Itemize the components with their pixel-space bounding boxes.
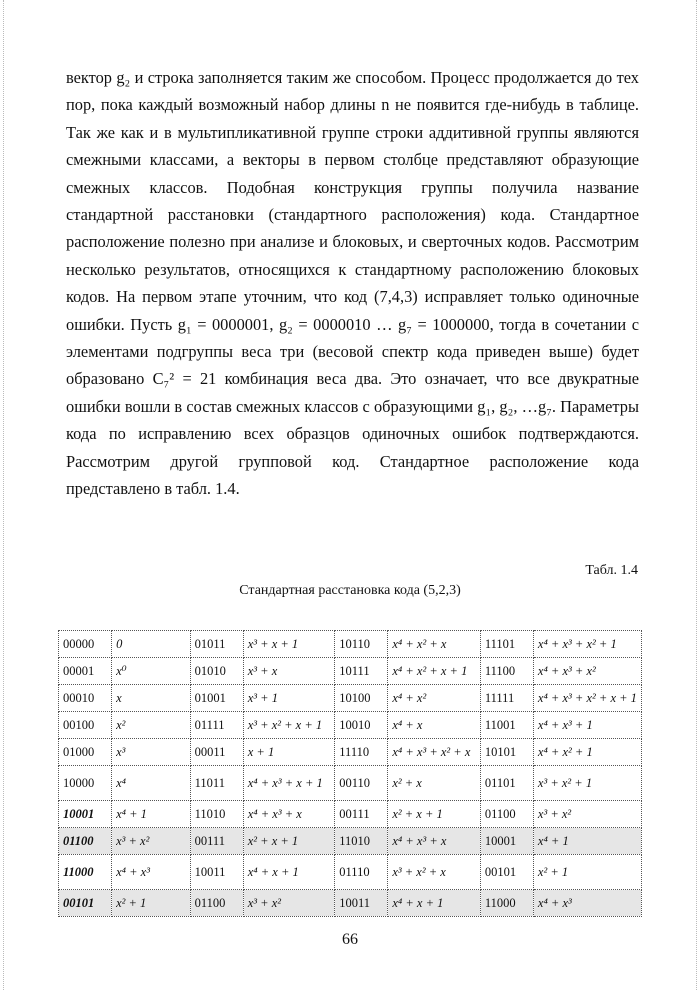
table-title: Стандартная расстановка кода (5,2,3) (239, 583, 461, 598)
table-cell: 01011 (190, 631, 243, 658)
table-cell: x⁰ (112, 658, 191, 685)
table-cell: x⁴ + x³ + 1 (533, 712, 641, 739)
table-cell: x³ (112, 739, 191, 766)
table-cell: x (112, 685, 191, 712)
table-cell: x⁴ + x + 1 (243, 855, 335, 890)
table-cell: 00000 (59, 631, 112, 658)
table-cell: 11100 (480, 658, 533, 685)
table-row (59, 739, 642, 766)
table-cell: x² + x (388, 766, 481, 801)
table-cell: 10111 (335, 658, 388, 685)
table-cell: 10000 (59, 766, 112, 801)
table-row (59, 658, 642, 685)
table-row (59, 890, 642, 917)
table-cell: x² (112, 712, 191, 739)
table-cell: 11111 (480, 685, 533, 712)
table-cell: 10001 (480, 828, 533, 855)
table-cell: x⁴ + x³ (112, 855, 191, 890)
table-cell: x³ + x + 1 (243, 631, 335, 658)
table-cell: x⁴ (112, 766, 191, 801)
table-cell: 00110 (335, 766, 388, 801)
table-cell: 11001 (480, 712, 533, 739)
table-row (59, 631, 642, 658)
table-cell: 10100 (335, 685, 388, 712)
table-cell: 00111 (335, 801, 388, 828)
table-cell: x⁴ + x² + x + 1 (388, 658, 481, 685)
table-cell: x⁴ + x³ + x (243, 801, 335, 828)
table-row (59, 685, 642, 712)
table-cell: x³ + x² (112, 828, 191, 855)
table-row (59, 828, 642, 855)
table-cell: 01101 (480, 766, 533, 801)
table-cell: 00101 (59, 890, 112, 917)
table-cell: x³ + x² (533, 801, 641, 828)
table-cell: x⁴ + x³ + x² (533, 658, 641, 685)
body-paragraph (66, 64, 639, 503)
table-cell: 01001 (190, 685, 243, 712)
page-edge-left (3, 0, 4, 990)
page-number: 66 (342, 931, 358, 948)
table-cell: x⁴ + x³ (533, 890, 641, 917)
table-cell: 00101 (480, 855, 533, 890)
table-cell: 11011 (190, 766, 243, 801)
table-cell: x⁴ + x² + 1 (533, 739, 641, 766)
table-cell: x³ + x (243, 658, 335, 685)
table-cell: 11010 (190, 801, 243, 828)
table-cell: 11000 (59, 855, 112, 890)
paragraph-text: вектор g₂ и строка заполняется таким же способом. Процесс продолжается до тех пор, пока каждый возможный набор длины n не появится где-нибудь в таблице. Так же как и в мультипликативной группе строки аддитивной группы являются смежными классами, а векторы в первом столбце представляют образующие смежных классов. Подобная конструкция группы получила название стандартной расстановки (стандартного расположения) кода. Стандартное расположение полезно при анализе и блоковых, и сверточных кодов. Рассмотрим несколько результатов, относящихся к стандартному расположению блоковых кодов. На первом этапе уточним, что код (7,4,3) исправляет только одиночные ошибки. Пусть g₁ = 0000001, g₂ = 0000010 … g₇ = 1000000, тогда в сочетании с элементами подгруппы веса три (весовой спектр кода приведен выше) будет образовано C₇² = 21 комбинация веса два. Это означает, что все двукратные ошибки вошли в состав смежных классов с образующими g₁, g₂, …g₇. Параметры кода по исправлению всех образцов одиночных ошибок подтверждаются. Рассмотрим другой групповой код. Стандартное расположение кода представлено в табл. 1.4. (66, 68, 639, 499)
table-cell: 01000 (59, 739, 112, 766)
table-label: Табл. 1.4 (585, 563, 638, 578)
code-table (58, 630, 642, 917)
table-cell: 01100 (480, 801, 533, 828)
table-cell: 10011 (190, 855, 243, 890)
table-cell: x⁴ + 1 (112, 801, 191, 828)
table-row (59, 766, 642, 801)
table-cell: x² + 1 (533, 855, 641, 890)
table-cell: 01010 (190, 658, 243, 685)
table-cell: x³ + x² + x (388, 855, 481, 890)
table-cell: x² + x + 1 (388, 801, 481, 828)
table-cell: x⁴ + x + 1 (388, 890, 481, 917)
table-cell: 11101 (480, 631, 533, 658)
table-row (59, 855, 642, 890)
table-cell: 01100 (59, 828, 112, 855)
table-cell: x⁴ + x³ + x (388, 828, 481, 855)
table-cell: 10010 (335, 712, 388, 739)
table-cell: x³ + x² + x + 1 (243, 712, 335, 739)
table-cell: 10011 (335, 890, 388, 917)
table-cell: 11010 (335, 828, 388, 855)
table-cell: 10101 (480, 739, 533, 766)
table-cell: 00010 (59, 685, 112, 712)
table-cell: x² + 1 (112, 890, 191, 917)
table-cell: 00111 (190, 828, 243, 855)
table-cell: x³ + x² (243, 890, 335, 917)
table-cell: x⁴ + x² (388, 685, 481, 712)
table-cell: 10110 (335, 631, 388, 658)
table-cell: x⁴ + x³ + x² + x + 1 (533, 685, 641, 712)
table-cell: x + 1 (243, 739, 335, 766)
table-cell: x³ + 1 (243, 685, 335, 712)
table-cell: 00011 (190, 739, 243, 766)
page-edge-right (696, 0, 697, 990)
table-cell: x⁴ + x³ + x + 1 (243, 766, 335, 801)
table-cell: 01111 (190, 712, 243, 739)
table-cell: 00100 (59, 712, 112, 739)
table-row (59, 801, 642, 828)
table-cell: 11110 (335, 739, 388, 766)
table-cell: 11000 (480, 890, 533, 917)
table-cell: x³ + x² + 1 (533, 766, 641, 801)
table-cell: 01100 (190, 890, 243, 917)
table-cell: 10001 (59, 801, 112, 828)
table-row (59, 712, 642, 739)
table-cell: x⁴ + x³ + x² + x (388, 739, 481, 766)
table-cell: 00001 (59, 658, 112, 685)
table-cell: x⁴ + x (388, 712, 481, 739)
table-cell: 0 (112, 631, 191, 658)
table-cell: x⁴ + 1 (533, 828, 641, 855)
table-cell: x⁴ + x³ + x² + 1 (533, 631, 641, 658)
table-cell: 01110 (335, 855, 388, 890)
table-cell: x² + x + 1 (243, 828, 335, 855)
table-cell: x⁴ + x² + x (388, 631, 481, 658)
